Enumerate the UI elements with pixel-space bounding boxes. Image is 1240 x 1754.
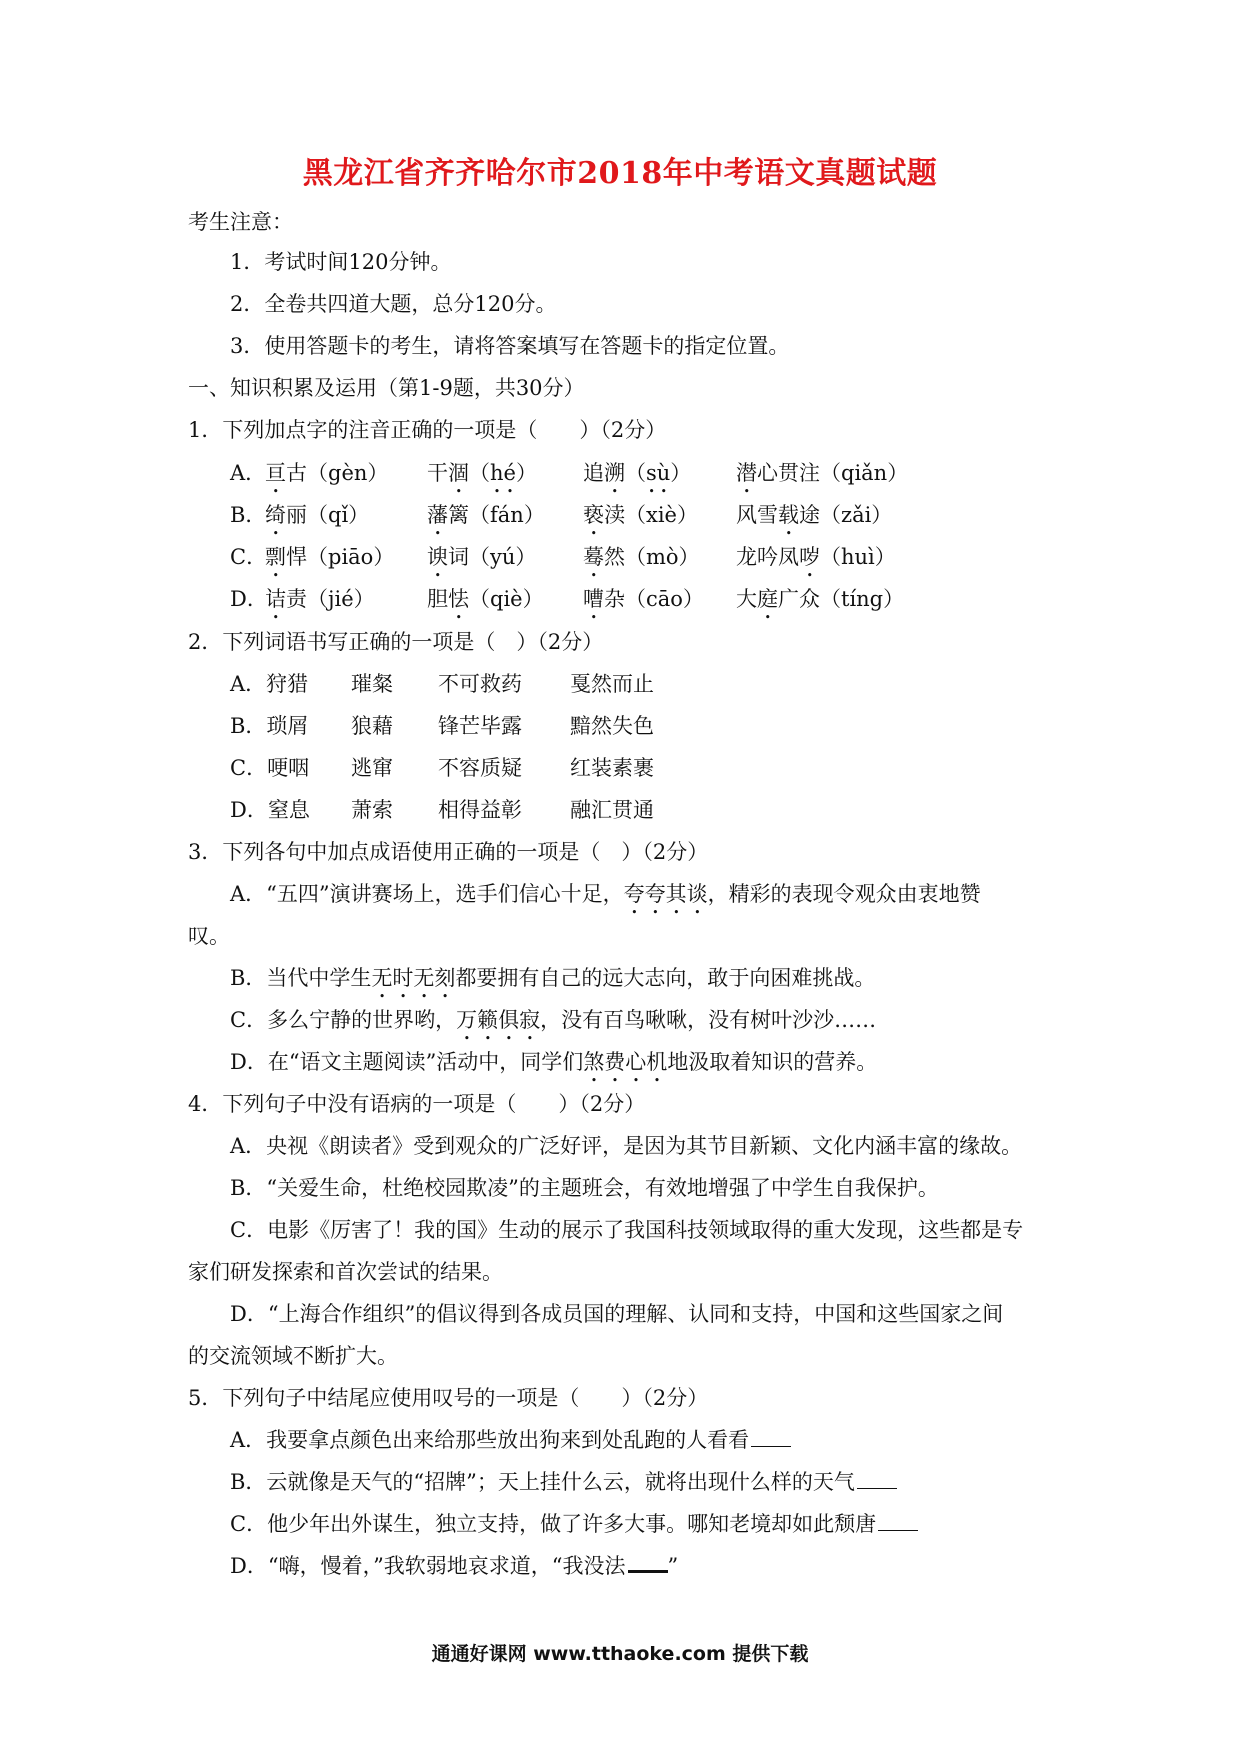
q2-option-c-word-2: 逃窜 (351, 756, 393, 780)
q5-option-c: C．他少年出外谋生，独立支持，做了许多大事。哪知老境却如此颓唐 (230, 1509, 918, 1539)
q5-option-b: B．云就像是天气的“招牌”；天上挂什么云，就将出现什么样的天气 (230, 1467, 897, 1497)
q1-option-a-word-3: 追溯（sù） (583, 461, 692, 485)
q1-option-b-word-4: 风雪载途（zǎi） (736, 503, 893, 527)
q4-option-b: B．“关爱生命，杜绝校园欺凌”的主题班会，有效地增强了中学生自我保护。 (230, 1176, 939, 1200)
q2-option-a-word-3: 不可救药 (438, 672, 522, 696)
footer-source: 通通好课网 www.tthaoke.com 提供下载 (431, 1643, 809, 1665)
q1-option-d-word-2: 胆怯（qiè） (427, 587, 544, 611)
q4-option-c: C．电影《厉害了！我的国》生动的展示了我国科技领域取得的重大发现，这些都是专 (230, 1218, 1024, 1242)
notice-item-1: 1．考试时间120分钟。 (230, 250, 452, 274)
notice-item-2: 2．全卷共四道大题，总分120分。 (230, 292, 557, 316)
q1-option-d-word-1: 诘责（jié） (265, 587, 375, 611)
q4-option-d-cont: 的交流领域不断扩大。 (188, 1344, 398, 1368)
question-3-stem: 3．下列各句中加点成语使用正确的一项是（ ）（2分） (188, 840, 709, 864)
question-1-stem: 1．下列加点字的注音正确的一项是（ ）（2分） (188, 418, 667, 442)
q2-option-d-word-2: 萧索 (351, 798, 393, 822)
q2-option-c-word-1: C．哽咽 (230, 756, 310, 780)
q2-option-d-word-3: 相得益彰 (438, 798, 522, 822)
q1-option-a-word-4: 潜心贯注（qiǎn） (736, 461, 909, 485)
q1-option-b-word-1: 绮丽（qǐ） (265, 503, 370, 527)
q3-option-a-cont: 叹。 (188, 924, 230, 948)
q2-option-d-word-4: 融汇贯通 (570, 798, 654, 822)
q1-option-b-label: B． (230, 503, 267, 527)
q2-option-a-word-1: A．狩猎 (230, 672, 309, 696)
answer-blank (857, 1470, 897, 1489)
q1-option-c-word-4: 龙吟凤哕（huì） (736, 545, 896, 569)
q1-option-a-label: A． (230, 461, 267, 485)
notice-heading: 考生注意： (188, 210, 293, 234)
q1-option-c-word-2: 谀词（yú） (427, 545, 537, 569)
q3-option-a: A．“五四”演讲赛场上，选手们信心十足，夸夸其谈，精彩的表现令观众由衷地赞 (230, 882, 981, 906)
q1-option-b-word-3: 亵渎（xiè） (583, 503, 698, 527)
q2-option-b-word-2: 狼藉 (351, 714, 393, 738)
exam-title: 黑龙江省齐齐哈尔市2018年中考语文真题试题 (302, 156, 938, 191)
q4-option-c-cont: 家们研发探索和首次尝试的结果。 (188, 1260, 503, 1284)
q2-option-a-word-2: 璀粲 (351, 672, 393, 696)
q1-option-a-word-1: 亘古（gèn） (265, 461, 389, 485)
q2-option-b-word-3: 锋芒毕露 (438, 714, 522, 738)
question-2-stem: 2．下列词语书写正确的一项是（ ）（2分） (188, 630, 604, 654)
q2-option-c-word-4: 红装素裹 (570, 756, 654, 780)
q1-option-c-word-1: 剽悍（piāo） (265, 545, 395, 569)
q1-option-c-word-3: 蓦然（mò） (583, 545, 700, 569)
q2-option-b-word-1: B．琐屑 (230, 714, 309, 738)
q3-option-c: C．多么宁静的世界哟，万籁俱寂，没有百鸟啾啾，没有树叶沙沙…… (230, 1008, 877, 1032)
answer-blank (878, 1512, 918, 1531)
question-4-stem: 4．下列句子中没有语病的一项是（ ）（2分） (188, 1092, 646, 1116)
q2-option-d-word-1: D．窒息 (230, 798, 310, 822)
q3-option-b: B．当代中学生无时无刻都要拥有自己的远大志向，敢于向困难挑战。 (230, 966, 876, 990)
q4-option-a: A．央视《朗读者》受到观众的广泛好评，是因为其节目新颖、文化内涵丰富的缘故。 (230, 1134, 1023, 1158)
answer-blank (751, 1428, 791, 1447)
q2-option-b-word-4: 黯然失色 (570, 714, 654, 738)
answer-blank (628, 1552, 668, 1573)
notice-item-3: 3．使用答题卡的考生，请将答案填写在答题卡的指定位置。 (230, 334, 790, 358)
q5-option-a: A．我要拿点颜色出来给那些放出狗来到处乱跑的人看看 (230, 1425, 791, 1455)
q2-option-a-word-4: 戛然而止 (570, 672, 654, 696)
q5-option-d: D．“嗨，慢着，”我软弱地哀求道，“我没法 ” (230, 1554, 679, 1578)
q1-option-d-word-4: 大庭广众（tíng） (736, 587, 905, 611)
q3-option-d: D．在“语文主题阅读”活动中，同学们煞费心机地汲取着知识的营养。 (230, 1050, 878, 1074)
q4-option-d: D．“上海合作组织”的倡议得到各成员国的理解、认同和支持，中国和这些国家之间 (230, 1302, 1004, 1326)
question-5-stem: 5．下列句子中结尾应使用叹号的一项是（ ）（2分） (188, 1386, 709, 1410)
q1-option-c-label: C． (230, 545, 268, 569)
q1-option-b-word-2: 藩篱（fán） (427, 503, 545, 527)
q1-option-a-word-2: 干涸（hé） (427, 461, 537, 485)
q2-option-c-word-3: 不容质疑 (438, 756, 522, 780)
q1-option-d-label: D． (230, 587, 268, 611)
section-heading: 一、知识积累及运用（第1-9题，共30分） (188, 376, 585, 400)
q1-option-d-word-3: 嘈杂（cāo） (583, 587, 704, 611)
